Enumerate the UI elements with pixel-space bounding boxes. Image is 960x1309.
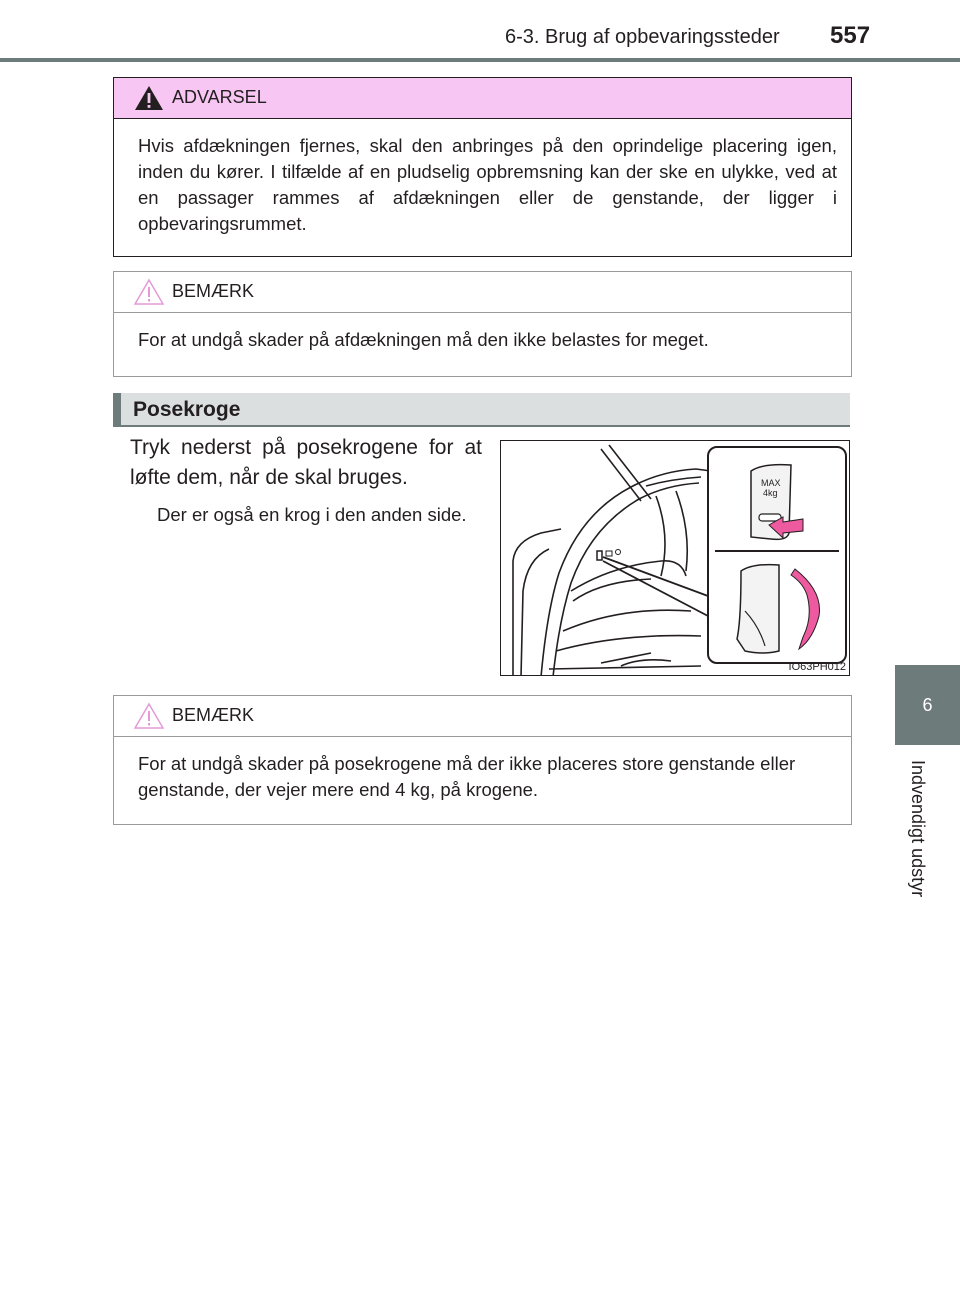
chapter-tab[interactable] (895, 665, 960, 745)
leader-line-top (603, 557, 708, 596)
notice-header-2 (114, 696, 851, 737)
warning-heading: ADVARSEL (172, 87, 267, 107)
caution-triangle-icon (134, 278, 164, 306)
leader-line-bottom (603, 561, 708, 616)
notice-header (114, 272, 851, 313)
trunk-drawing (501, 441, 850, 676)
notice-heading-2: BEMÆRK (172, 705, 255, 725)
trunk-hook-illustration (500, 440, 850, 676)
notice-text-2: For at undgå skader på posekrogene må der ikke placeres store genstande eller genstande, der vejer mere end 4 kg, på krogene. (138, 753, 796, 800)
unfolded-hook (737, 565, 779, 653)
page-number: 557 (830, 22, 871, 49)
notice-text: For at undgå skader på afdækningen må den ikke belastes for meget. (138, 329, 709, 350)
figure-code: IO63PH012 (788, 661, 846, 673)
header-rule (0, 58, 960, 62)
section-heading: Posekroge (133, 398, 241, 421)
hook-location-marker (597, 551, 602, 560)
chapter-title: Indvendigt udstyr (908, 760, 928, 898)
warning-box (113, 77, 852, 257)
sub-instruction: Der er også en krog i den anden side. (157, 504, 467, 525)
section-heading-bar (113, 393, 850, 427)
chapter-number: 6 (922, 695, 933, 715)
caution-triangle-icon (134, 702, 164, 730)
warning-text: Hvis afdækningen fjernes, skal den anbringes på den oprindelige placering igen, inden du kører. I tilfælde af en pludselig opbremsning kan der ske en ulykke, ved at en passager rammes af afdækningen eller de genstande, der ligger i opbevaringsrummet. (138, 135, 837, 234)
notice-box-cover (113, 271, 852, 377)
notice-heading: BEMÆRK (172, 281, 255, 301)
warning-triangle-icon (134, 84, 164, 112)
section-title: 6-3. Brug af opbevaringssteder (505, 26, 780, 48)
main-instruction: Tryk nederst på posekrogene for at løfte dem, når de skal bruges. (130, 436, 482, 489)
hook-label-weight: 4kg (763, 488, 778, 498)
warning-header (114, 78, 851, 119)
hook-label-max: MAX (761, 478, 781, 488)
notice-box-hooks (113, 695, 852, 825)
